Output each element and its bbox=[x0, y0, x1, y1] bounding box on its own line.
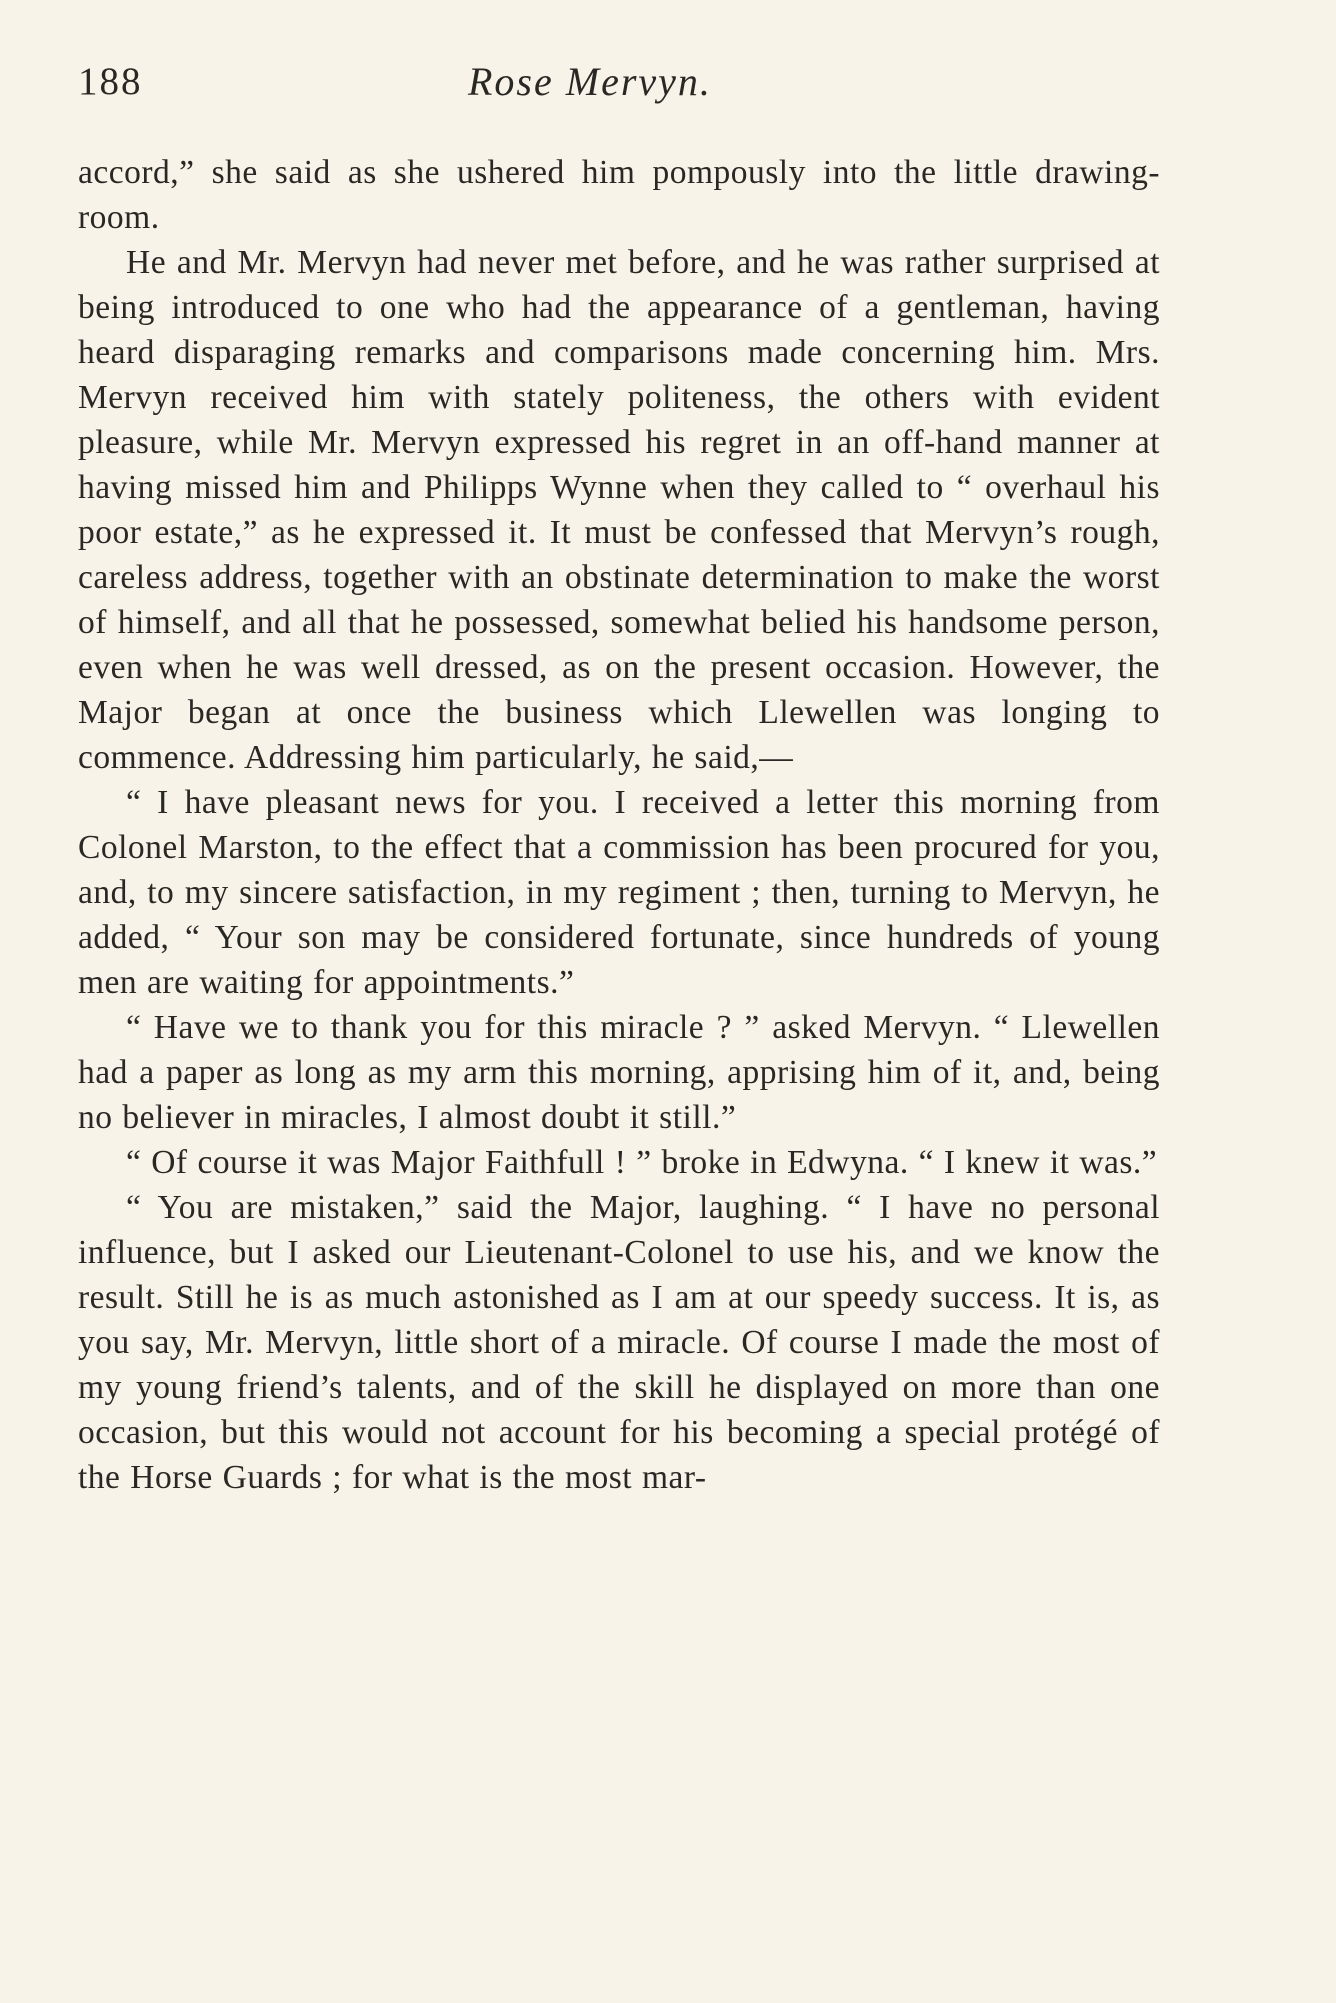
paragraph-continuation: accord,” she said as she ushered him pompously into the little drawing-room. bbox=[78, 154, 1160, 236]
paragraph: “ Have we to thank you for this miracle ? ” asked Mervyn. “ Llewellen had a paper as long as my arm this morning, apprising him of it, and, being no believer in miracles, I almost doubt it still.” bbox=[78, 1009, 1160, 1136]
paragraph: “ I have pleasant news for you. I received a letter this morning from Colonel Marston, to the effect that a commission has been procured for you, and, to my sincere satisfaction, in my regiment ; then, turning to Mervyn, he added, “ Your son may be considered fortunate, since hundreds of young men are waiting for appointments.” bbox=[78, 784, 1160, 1001]
running-title: Rose Mervyn. bbox=[468, 59, 712, 104]
paragraph: “ You are mistaken,” said the Major, laughing. “ I have no personal influence, but I asked our Lieutenant-Colonel to use his, and we know the result. Still he is as much astonished as I am at our speedy success. It is, as you say, Mr. Mervyn, little short of a miracle. Of course I made the most of my young friend’s talents, and of the skill he displayed on more than one occasion, but this would not account for his becoming a special protégé of the Horse Guards ; for what is the most mar- bbox=[78, 1189, 1160, 1496]
paragraph: He and Mr. Mervyn had never met before, and he was rather surprised at being introduced to one who had the appearance of a gentleman, having heard disparaging remarks and comparisons made concerning him. Mrs. Mervyn received him with stately politeness, the others with evident pleasure, while Mr. Mervyn expressed his regret in an off-hand manner at having missed him and Philipps Wynne when they called to “ overhaul his poor estate,” as he expressed it. It must be confessed that Mervyn’s rough, careless address, together with an obstinate determination to make the worst of himself, and all that he possessed, somewhat belied his handsome person, even when he was well dressed, as on the present occasion. However, the Major began at once the business which Llewellen was longing to commence. Addressing him particularly, he said,— bbox=[78, 244, 1160, 776]
page-number: 188 bbox=[78, 60, 143, 103]
running-head bbox=[78, 52, 1158, 112]
body-text bbox=[78, 150, 1160, 1500]
paragraph: “ Of course it was Major Faithfull ! ” broke in Edwyna. “ I knew it was.” bbox=[126, 1144, 1158, 1181]
